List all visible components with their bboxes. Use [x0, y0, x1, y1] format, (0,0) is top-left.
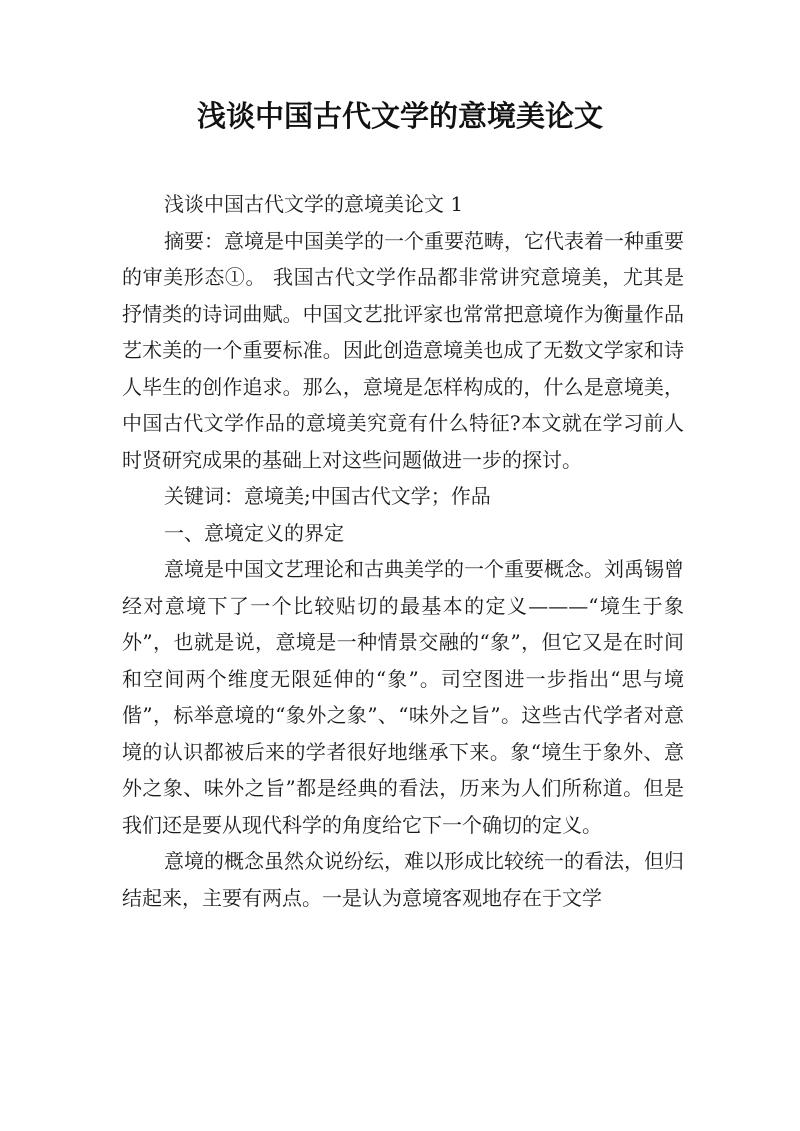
document-title: 浅谈中国古代文学的意境美论文	[196, 99, 603, 133]
keywords-paragraph: 关键词：意境美;中国古代文学；作品	[164, 484, 491, 508]
abstract-paragraph: 摘要：意境是中国美学的一个重要范畴，它代表着一种重要的审美形态①。 我国古代文学作品都非常讲究意境美，尤其是抒情类的诗词曲赋。中国文艺批评家也常常把意境作为衡量作品艺术美的一个重要标准。因此创造意境美也成了无数文学家和诗人毕生的创作追求。那么，意境是怎样构成的，什么是意境美，中国古代文学作品的意境美究竟有什么特征?本文就在学习前人时贤研究成果的基础上对这些问题做进一步的探讨。	[122, 228, 684, 472]
body-paragraph: 意境的概念虽然众说纷纭，难以形成比较统一的看法，但归结起来，主要有两点。一是认为意境客观地存在于文学	[122, 849, 684, 910]
body-paragraph: 意境是中国文艺理论和古典美学的一个重要概念。刘禹锡曾经对意境下了一个比较贴切的最基本的定义———“境生于象外”，也就是说，意境是一种情景交融的“象”，但它又是在时间和空间两个维度无限延伸的“象”。司空图进一步指出“思与境偕”，标举意境的“象外之象”、“味外之旨”。这些古代学者对意境的认识都被后来的学者很好地继承下来。象“境生于象外、意外之象、味外之旨”都是经典的看法，历来为人们所称道。但是我们还是要从现代科学的角度给它下一个确切的定义。	[122, 557, 684, 837]
document-body	[122, 186, 684, 916]
section-heading: 浅谈中国古代文学的意境美论文 1	[164, 192, 464, 216]
chapter-heading: 一、意境定义的界定	[164, 520, 344, 545]
